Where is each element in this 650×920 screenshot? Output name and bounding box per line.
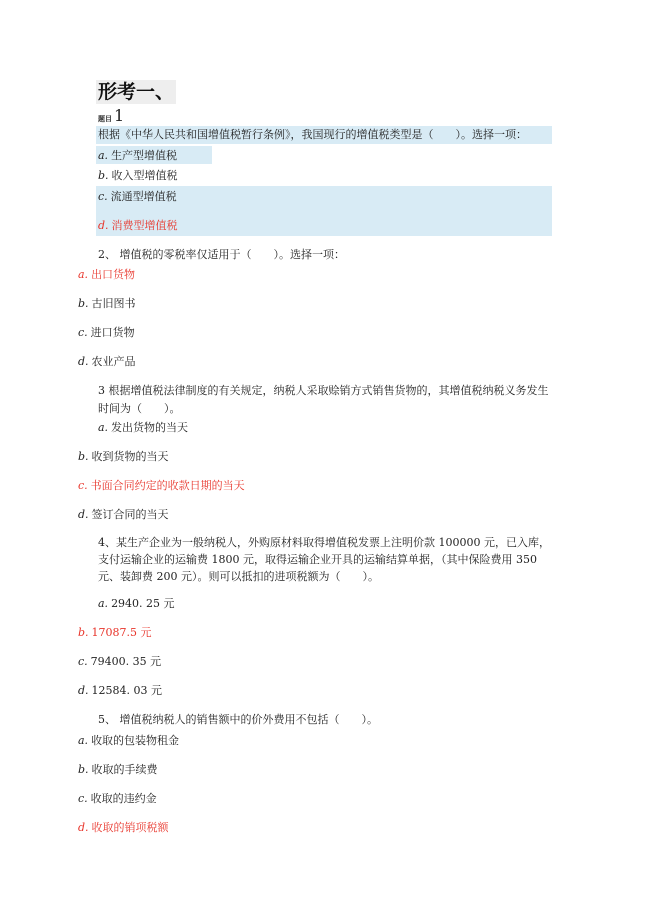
question-5-option-c[interactable]: [78, 791, 157, 807]
option-text: 农业产品: [91, 355, 136, 368]
question-1-option-a[interactable]: [98, 148, 177, 164]
option-text: 消费型增值税: [111, 219, 178, 232]
option-letter: b.: [78, 450, 89, 463]
option-letter: b.: [78, 297, 89, 310]
option-text: 收取的销项税额: [91, 821, 169, 834]
option-letter: a.: [98, 149, 109, 162]
question-3-option-a[interactable]: [98, 420, 188, 436]
option-letter: c.: [78, 479, 88, 492]
question-2-option-c[interactable]: [78, 325, 135, 341]
option-text: 收取的包装物租金: [91, 734, 180, 747]
question-1-option-c[interactable]: [98, 189, 177, 205]
option-letter: b.: [78, 763, 89, 776]
question-1-stem: 根据《中华人民共和国增值税暂行条例》，我国现行的增值税类型是（ ）。选择一项：: [98, 128, 527, 141]
question-1-option-d-answer[interactable]: [98, 218, 178, 234]
option-letter: d.: [78, 821, 89, 834]
option-text: 收取的手续费: [91, 763, 158, 776]
question-4-option-b-answer[interactable]: [78, 625, 152, 641]
question-2-option-d[interactable]: [78, 354, 136, 370]
option-text: 收到货物的当天: [91, 450, 169, 463]
question-5-option-a[interactable]: [78, 733, 179, 749]
question-2-option-a-answer[interactable]: [78, 267, 135, 283]
question-1-label: [98, 108, 124, 127]
option-letter: b.: [78, 626, 89, 639]
question-3-stem: 3 根据增值税法律制度的有关规定，纳税人采取赊销方式销售货物的，其增值税纳税义务发生时间为（ ）。: [98, 384, 549, 415]
question-3-option-b[interactable]: [78, 449, 169, 465]
option-letter: d.: [98, 219, 109, 232]
option-text: 生产型增值税: [111, 149, 178, 162]
option-text: 收入型增值税: [111, 169, 178, 182]
option-letter: a.: [78, 734, 89, 747]
option-text: 出口货物: [91, 268, 136, 281]
option-text: 发出货物的当天: [111, 421, 189, 434]
question-4-stem: 4、某生产企业为一般纳税人，外购原材料取得增值税发票上注明价款 100000 元，已入库，支付运输企业的运输费 1800 元，取得运输企业开具的运输结算单据，（其中保险费用 350 元、装卸费 200 元）。则可以抵扣的进项税额为（ ）。: [98, 536, 550, 583]
option-letter: a.: [78, 268, 89, 281]
option-text: 书面合同约定的收款日期的当天: [90, 479, 245, 492]
question-5-option-b[interactable]: [78, 762, 158, 778]
question-label-text: 题目: [98, 114, 112, 123]
option-text: 流通型增值税: [110, 190, 177, 203]
option-letter: c.: [78, 326, 88, 339]
option-text: 12584. 03 元: [91, 684, 163, 697]
option-text: 签订合同的当天: [91, 508, 169, 521]
question-4-option-d[interactable]: [78, 683, 162, 699]
question-4-option-a[interactable]: [98, 596, 175, 612]
option-text: 17087.5 元: [91, 626, 152, 639]
option-letter: a.: [98, 597, 109, 610]
page-title: 形考一、: [98, 81, 175, 103]
option-letter: d.: [78, 508, 89, 521]
question-2-stem: 2、 增值税的零税率仅适用于（ ）。选择一项：: [98, 248, 345, 261]
question-5-stem: 5、 增值税纳税人的销售额中的价外费用不包括（ ）。: [98, 713, 378, 726]
question-number: 1: [114, 106, 125, 125]
option-text: 2940. 25 元: [111, 597, 175, 610]
option-letter: a.: [98, 421, 109, 434]
question-1-option-b[interactable]: [98, 168, 178, 184]
question-5-option-d-answer[interactable]: [78, 820, 169, 836]
question-2-option-b[interactable]: [78, 296, 136, 312]
option-text: 古旧图书: [91, 297, 136, 310]
option-letter: c.: [98, 190, 108, 203]
option-text: 收取的违约金: [90, 792, 157, 805]
option-letter: c.: [78, 655, 88, 668]
option-letter: d.: [78, 355, 89, 368]
option-letter: b.: [98, 169, 109, 182]
question-3-option-c-answer[interactable]: [78, 478, 245, 494]
option-letter: d.: [78, 684, 89, 697]
option-text: 进口货物: [90, 326, 135, 339]
option-text: 79400. 35 元: [90, 655, 162, 668]
question-4-option-c[interactable]: [78, 654, 161, 670]
option-letter: c.: [78, 792, 88, 805]
question-3-option-d[interactable]: [78, 507, 169, 523]
